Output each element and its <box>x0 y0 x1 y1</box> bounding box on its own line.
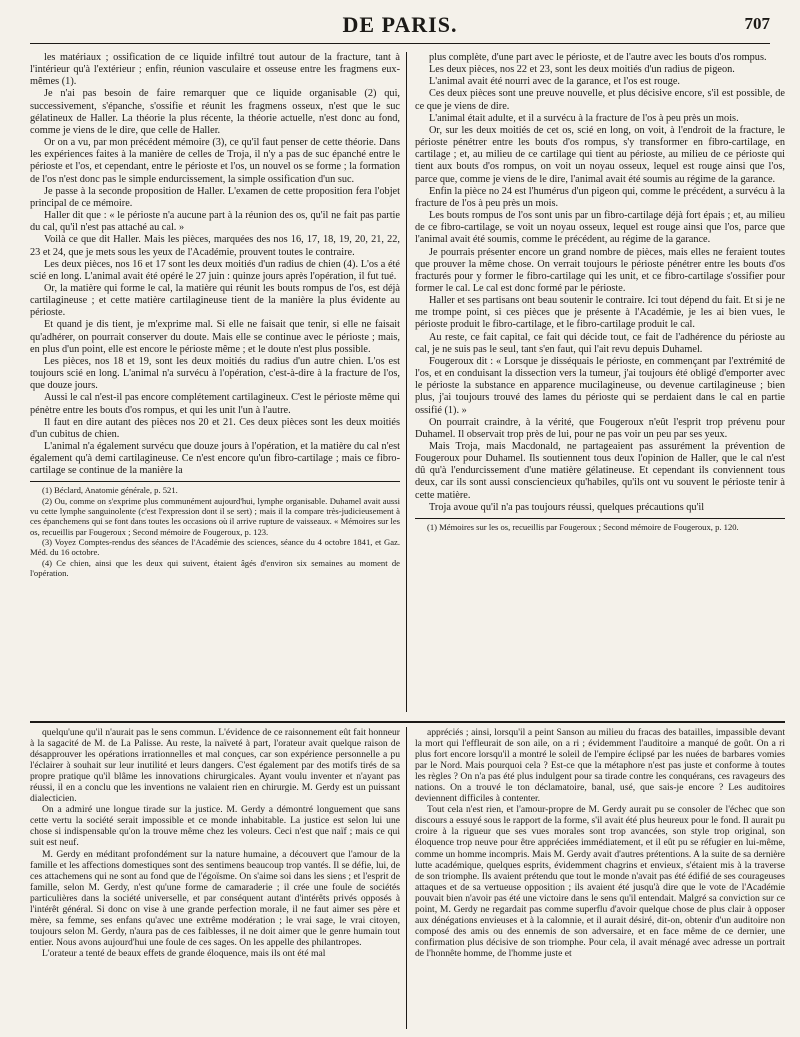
paragraph: plus complète, d'une part avec le périoste, et de l'autre avec les bouts d'os rompus. <box>429 52 767 63</box>
paragraph: Il faut en dire autant des pièces nos 20 et 21. Ces deux pièces sont les deux moitiés d'un cubitus de chien. <box>30 416 400 440</box>
article-left-column <box>30 52 400 712</box>
paragraph: Les pièces, nos 18 et 19, sont les deux moitiés du radius d'un autre chien. L'os est toujours scié en long. L'animal n'a survécu à l'opération, c'est-à-dire à la fracture de l'os, que douze jours. <box>30 355 400 392</box>
page-number: 707 <box>744 14 770 33</box>
footnote: (1) Béclard, Anatomie générale, p. 521. <box>42 485 178 496</box>
paragraph: Or, sur les deux moitiés de cet os, scié en long, on voit, à l'endroit de la fracture, le périoste pénétrer entre les bouts d'os rompus, s'y transformer en fibro-cartilage, en cartilage ; et, au milieu de ce cartilage qui tient au périoste, au milieu de ce périoste qui tient aux bouts d'os rompus, on voit un noyau osseux, lequel est rouge ainsi que l'os, parce que, comme je viens de le dire, l'animal avait été soumis au régime de la garance. <box>415 124 785 185</box>
paragraph: appréciés ; ainsi, lorsqu'il a peint Sanson au milieu du fracas des batailles, impassible devant la mort qui l'effleurait de son aile, on a ri ; évidemment l'auditoire a manqué de goût. On a ri plus fort encore lorsqu'il a montré le soleil de l'empire éclipsé par les nuées de barbares vomies par le Nord. Mais pourquoi cela ? Est-ce que la métaphore n'est pas juste et conforme à toutes les règles ? On n'a pas été plus indulgent pour sa tirade contre les conquérans, ces ravageurs des nations. On a trouvé le ton déclamatoire, banal, usé, que sais-je encore ? Les auditoires deviennent difficiles à contenter. <box>415 727 785 805</box>
feuilleton-rule <box>30 721 785 723</box>
paragraph: On a admiré une longue tirade sur la justice. M. Gerdy a démontré longuement que sans cette vertu la société serait impossible et ce monde inhabitable. La justice est selon lui une chose si indispensable qu'on la trouve même chez les voleurs. Ceci n'est que naïf ; mais ce qui suit est neuf. <box>30 804 400 849</box>
footnotes <box>30 481 400 578</box>
paragraph: Je n'ai pas besoin de faire remarquer que ce liquide organisable (2) qui, successivement, s'épanche, s'ossifie et réunit les fragmens osseux, n'est que le suc gélatineux de Haller. La théorie la plus récente, la théorie actuelle, n'est donc au fond, comme je viens de le dire, que celle de Haller. <box>30 88 400 136</box>
paragraph: Tout cela n'est rien, et l'amour-propre de M. Gerdy aurait pu se consoler de l'échec que son discours a essuyé sous le rapport de la forme, s'il avait été plus heureux pour le fond. Il aurait pu croire à la rigueur que ses vues morales sont trop avancées, son style trop original, son éloquence trop neuve pour être appréciées immédiatement, et il eût pu se réfugier en lui-même, comme un homme incompris. Mais M. Gerdy avait d'autres prétentions. A la suite de sa dernière lutte académique, quelques esprits, évidemment chagrins et envieux, s'étaient mis à la traverse de son triomphe. Ils avaient prétendu que tout le monde n'avait pas été édifié de ses courageuses attaques et de sa vertueuse opposition ; ils avaient été jusqu'à dire que le vote de l'Académie pouvait bien n'avoir pas été une victoire dans le sens qu'il entendait. Malgré sa conviction sur ce point, M. Gerdy ne regardait pas comme superflu d'avoir quelque chose de plus clair à opposer aux dénégations envieuses et à la calomnie, et il aurait désiré, dit-on, obtenir d'un auditoire non composé des amis ou des ennemis de son adversaire, et en face même de ce dernier, une confirmation plus décisive de son triomphe. Pour cela, il avait ménagé avec adresse un portrait de l'honnête homme, de l'homme juste et <box>415 804 785 959</box>
paragraph: M. Gerdy en méditant profondément sur la nature humaine, a découvert que l'amour de la famille et les affections domestiques sont des sentimens beaucoup trop vantés. Il se défie, lui, de ces attachemens qui ne sont au fond que de l'égoïsme. On s'aime soi dans les siens ; et l'esprit de famille, selon M. Gerdy, n'est qu'une forme de camaraderie ; il crée une foule de sociétés particulières dans la société universelle, et par conséquent autant d'intérêts privés opposés à l'intérêt général. Si donc on vise à une grande perfection morale, il ne faut aimer ses père et mère, sa femme, ses enfans qu'avec une extrême modération ; le vrai sage, le vrai citoyen, toujours selon M. Gerdy, n'aura pas de ces faiblesses, il ne doit aimer que le genre humain tout entier. Nous avons aujourd'hui une foule de ces sages. On les appelle des philantropes. <box>30 848 400 948</box>
paragraph: L'animal était adulte, et il a survécu à la fracture de l'os à peu près un mois. <box>429 112 739 124</box>
article-right-column <box>415 52 785 712</box>
paragraph: Troja avoue qu'il n'a pas toujours réussi, quelques précautions qu'il <box>429 501 705 513</box>
paragraph: Voilà ce que dit Haller. Mais les pièces, marquées des nos 16, 17, 18, 19, 20, 21, 22, 23 et 24, que je mets sous les yeux de l'Académie, prouvent toutes le contraire. <box>30 234 400 258</box>
paragraph: Et quand je dis tient, je m'exprime mal. Si elle ne faisait que tenir, si elle ne faisait qu'adhérer, on pourrait conserver du doute. Mais elle se continue avec le périoste ; mais, en plus d'un point, elle est encore le périoste même ; et le doute n'est plus possible. <box>30 319 400 355</box>
paragraph: L'orateur a tenté de beaux effets de grande éloquence, mais ils ont été mal <box>42 947 326 959</box>
paragraph: Les bouts rompus de l'os sont unis par un fibro-cartilage déjà fort épais ; et, au milieu de ce fibro-cartilage, se voit un noyau osseux, lequel est rouge ainsi que l'os, parce que l'animal avait été soumis, comme le précédent, au régime de la garance. <box>415 210 785 246</box>
article-section <box>30 52 785 712</box>
footnote: (4) Ce chien, ainsi que les deux qui suivent, étaient âgés d'environ six semaines au moment de l'opération. <box>30 557 400 578</box>
paragraph: Les deux pièces, nos 22 et 23, sont les deux moitiés d'un radius de pigeon. <box>429 64 735 76</box>
paragraph: Les deux pièces, nos 16 et 17 sont les deux moitiés d'un radius de chien (4). L'os a été scié en long. L'animal avait été opéré le 27 juin : quinze jours après l'opération, il fut tué. <box>30 258 400 282</box>
footnote: (1) Mémoires sur les os, recueillis par Fougeroux ; Second mémoire de Fougeroux, p. 120. <box>427 521 739 532</box>
paragraph: Fougeroux dit : « Lorsque je disséquais le périoste, en commençant par l'extrémité de l'os, et en conduisant la dissection vers la tumeur, j'ai toujours été obligé d'emporter avec le périoste la substance en apparence mucilagineuse, ou devenue cartilagineuse ; bien plus, j'ai toujours trouvé des lames du périoste qui se perdaient dans le cal en partie ossifié (1). » <box>415 355 785 416</box>
page-header <box>30 10 770 44</box>
paragraph: Or, la matière qui forme le cal, la matière qui réunit les bouts rompus de l'os, est déjà cartilagineuse ; et cette matière cartilagineuse tient de la manière la plus évidente au périoste. <box>30 282 400 319</box>
footnote: (2) Ou, comme on s'exprime plus communément aujourd'hui, lymphe organisable. Duhamel avait aussi vu cette lymphe sanguinolente (c'est l'expression dont il se sert) ; mais il la compare très-judicieusement à ces épanchemens qui se font dans toutes les occasions où il arrive rupture de vaisseaux. « Mémoires sur les os, recueillis par Fougeroux ; Second mémoire de Fougeroux, p. 123. <box>30 495 400 537</box>
feuilleton-section <box>30 727 785 1029</box>
feuilleton-right-column <box>415 727 785 1029</box>
paragraph: Enfin la pièce no 24 est l'humérus d'un pigeon qui, comme le précédent, a survécu à la fracture de l'os à peu près un mois. <box>415 185 785 209</box>
paragraph: Je pourrais présenter encore un grand nombre de pièces, mais elles ne feraient toutes que prouver la même chose. On verrait toujours le périoste pénétrer entre les bouts d'os fracturés pour y former le fibro-cartilage qui les unit, et ce fibro-cartilage s'ossifier pour former le cal. Le cal est donc formé par le périoste. <box>415 246 785 294</box>
column-divider <box>406 52 407 712</box>
paragraph: L'animal n'a également survécu que douze jours à l'opération, et la matière du cal n'est également qu'à demi cartilagineuse. Ce n'est encore qu'un fibro-cartilage ; mais ce fibro-cartilage se continue de la manière la <box>30 441 400 477</box>
footnote: (3) Voyez Comptes-rendus des séances de l'Académie des sciences, séance du 4 octobre 1841, et Gaz. Méd. du 16 octobre. <box>30 536 400 558</box>
feuilleton-left-column <box>30 727 400 1029</box>
paragraph: Haller et ses partisans ont beau soutenir le contraire. Ici tout dépend du fait. Et si je ne me trompe point, si ces pièces que je présente à l'Académie, je les ai bien vues, le périoste produit le fibro-cartilage, et le fibro-cartilage produit le cal. <box>415 295 785 331</box>
paragraph: les matériaux ; ossification de ce liquide infiltré tout autour de la fracture, tant à l'intérieur qu'à l'extérieur ; enfin, réunion vasculaire et osseuse entre les fragmens eux-mêmes (1). <box>30 52 400 88</box>
paragraph: Aussi le cal n'est-il pas encore complétement cartilagineux. C'est le périoste même qui pénètre entre les bouts d'os rompus, et qui les unit l'un à l'autre. <box>30 392 400 416</box>
header-rule <box>30 43 770 44</box>
paragraph: Or on a vu, par mon précédent mémoire (3), ce qu'il faut penser de cette théorie. Dans les expériences faites à la manière de celles de Troja, il n'y a pas de suc épanché entre le périoste et l'os, et cependant, entre le périoste et l'os, un nouvel os se forme ; la formation de l'os n'est donc pas le simple endurcissement, la simple ossification d'un suc. <box>30 137 400 185</box>
paragraph: On pourrait craindre, à la vérité, que Fougeroux n'eût l'esprit trop prévenu pour Duhamel. Il observait trop près de lui, pour ne pas voir un peu par ses yeux. <box>415 416 785 440</box>
paragraph: Haller dit que : « le périoste n'a aucune part à la réunion des os, qu'il ne fait pas partie du cal, qu'il n'est pas attaché au cal. » <box>30 210 400 234</box>
paragraph: L'animal avait été nourri avec de la garance, et l'os est rouge. <box>429 76 681 88</box>
running-title: DE PARIS. <box>342 12 458 37</box>
footnotes <box>415 518 785 532</box>
column-divider <box>406 727 407 1029</box>
paragraph: Mais Troja, mais Macdonald, ne partageaient pas assurément la prévention de Fougeroux pour Duhamel. Ils soutiennent tous deux l'opinion de Haller, que le cal n'est dû qu'à l'endurcissement d'une matière gélatineuse. Et cependant ils conviennent tous deux, car ils sont aussi consciencieux qu'habiles, qu'ils ont vu souvent le périoste tenir à cette matière. <box>415 441 785 501</box>
paragraph: Au reste, ce fait capital, ce fait qui décide tout, ce fait de l'adhérence du périoste au cal, je ne suis pas le seul, tant s'en faut, qui l'ait revu depuis Duhamel. <box>415 331 785 355</box>
paragraph: quelqu'une qu'il n'aurait pas le sens commun. L'évidence de ce raisonnement eût fait honneur à la sagacité de M. de La Palisse. Au reste, la naïveté à part, l'orateur avait quelque raison de désapprouver les opérations irrationnelles et mal conçues, car son expérience personnelle a pu l'éclairer à souhait sur leur inutilité et leurs dangers. C'est également par des motifs tirés de sa propre pratique qu'il blâme les innovations chirurgicales. Ayant voulu inventer et n'ayant pas réussi, il en a conclu que les inventions ne valaient rien en chirurgie. M. Gerdy est un puissant dialecticien. <box>30 727 400 805</box>
paragraph: Ces deux pièces sont une preuve nouvelle, et plus décisive encore, s'il est possible, de ce que je viens de dire. <box>415 88 785 112</box>
paragraph: Je passe à la seconde proposition de Haller. L'examen de cette proposition fera l'objet principal de ce mémoire. <box>30 185 400 209</box>
